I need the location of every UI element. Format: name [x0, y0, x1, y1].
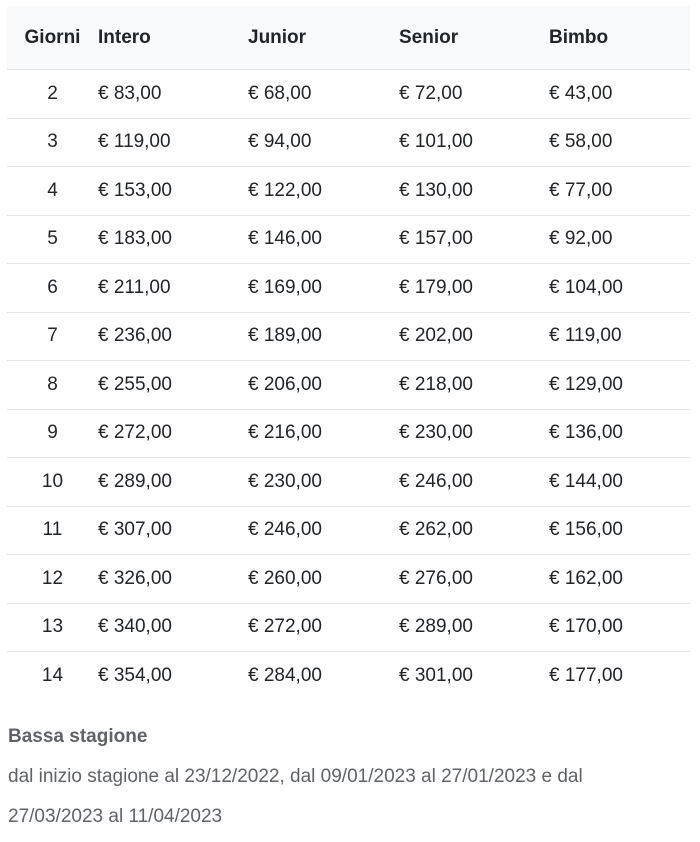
days-cell: 12 [7, 555, 98, 604]
senior-price-cell: € 289,00 [399, 603, 549, 652]
days-cell: 8 [7, 361, 98, 410]
senior-price-cell: € 130,00 [399, 167, 549, 216]
header-junior: Junior [248, 6, 399, 70]
senior-price-cell: € 179,00 [399, 264, 549, 313]
price-table [7, 6, 690, 700]
junior-price-cell: € 284,00 [248, 664, 322, 686]
intero-price-cell: € 236,00 [98, 312, 248, 361]
junior-price-cell: € 206,00 [248, 361, 399, 410]
intero-price-cell: € 272,00 [98, 409, 248, 458]
bimbo-price-cell: € 58,00 [549, 118, 690, 167]
senior-price-cell: € 202,00 [399, 312, 549, 361]
intero-price-cell: € 307,00 [98, 506, 248, 555]
junior-price-cell: € 189,00 [248, 312, 399, 361]
table-row [7, 167, 690, 216]
intero-price-cell: € 183,00 [98, 215, 248, 264]
senior-price-cell: € 218,00 [399, 361, 549, 410]
days-cell: 7 [7, 312, 98, 361]
table-row [7, 264, 690, 313]
intero-price-cell: € 289,00 [98, 458, 248, 507]
season-title: Bassa stagione [8, 726, 148, 747]
table-row [7, 312, 690, 361]
table-row [7, 215, 690, 264]
header-senior: Senior [399, 6, 549, 70]
junior-price-cell: € 216,00 [248, 409, 399, 458]
bimbo-price-cell: € 129,00 [549, 361, 690, 410]
senior-price-cell: € 72,00 [399, 70, 549, 119]
intero-price-cell: € 340,00 [98, 603, 248, 652]
junior-price-cell: € 94,00 [248, 118, 399, 167]
table-row [7, 652, 690, 700]
bimbo-price-cell: € 170,00 [549, 603, 690, 652]
intero-price-cell: € 354,00 [98, 664, 172, 686]
table-row [7, 409, 690, 458]
table-row [7, 555, 690, 604]
days-cell: 3 [7, 118, 98, 167]
senior-price-cell: € 276,00 [399, 555, 549, 604]
days-cell: 10 [7, 458, 98, 507]
junior-price-cell: € 230,00 [248, 458, 399, 507]
table-row [7, 458, 690, 507]
days-cell: 9 [7, 409, 98, 458]
bimbo-price-cell: € 136,00 [549, 409, 690, 458]
senior-price-cell: € 101,00 [399, 118, 549, 167]
junior-price-cell: € 68,00 [248, 70, 399, 119]
junior-price-cell: € 272,00 [248, 603, 399, 652]
season-description: dal inizio stagione al 23/12/2022, dal 09/01/2023 al 27/01/2023 e dal 27/03/2023 al 11/04/2023 [8, 766, 583, 827]
bimbo-price-cell: € 92,00 [549, 215, 690, 264]
days-cell: 6 [7, 264, 98, 313]
bimbo-price-cell: € 119,00 [549, 312, 690, 361]
senior-price-cell: € 246,00 [399, 458, 549, 507]
intero-price-cell: € 119,00 [98, 118, 248, 167]
intero-price-cell: € 211,00 [98, 264, 248, 313]
junior-price-cell: € 122,00 [248, 167, 399, 216]
senior-price-cell: € 157,00 [399, 215, 549, 264]
table-row [7, 603, 690, 652]
bimbo-price-cell: € 156,00 [549, 506, 690, 555]
senior-price-cell: € 230,00 [399, 409, 549, 458]
intero-price-cell: € 83,00 [98, 70, 248, 119]
table-row [7, 506, 690, 555]
bimbo-price-cell: € 144,00 [549, 458, 690, 507]
senior-price-cell: € 301,00 [399, 664, 473, 686]
days-cell: 2 [7, 70, 98, 119]
bimbo-price-cell: € 162,00 [549, 555, 690, 604]
senior-price-cell: € 262,00 [399, 506, 549, 555]
table-row [7, 361, 690, 410]
days-cell: 4 [7, 167, 98, 216]
junior-price-cell: € 169,00 [248, 264, 399, 313]
junior-price-cell: € 246,00 [248, 506, 399, 555]
junior-price-cell: € 146,00 [248, 215, 399, 264]
header-row [7, 6, 690, 70]
table-row [7, 70, 690, 119]
bimbo-price-cell: € 177,00 [549, 664, 623, 686]
header-bimbo: Bimbo [549, 6, 690, 70]
junior-price-cell: € 260,00 [248, 555, 399, 604]
bimbo-price-cell: € 104,00 [549, 264, 690, 313]
bimbo-price-cell: € 43,00 [549, 70, 690, 119]
table-row [7, 118, 690, 167]
header-intero: Intero [98, 6, 248, 70]
days-cell: 11 [7, 506, 98, 555]
days-cell: 13 [7, 603, 98, 652]
header-giorni: Giorni [7, 6, 98, 70]
table-body [7, 70, 690, 700]
intero-price-cell: € 255,00 [98, 361, 248, 410]
days-cell: 5 [7, 215, 98, 264]
table-header [7, 6, 690, 70]
bimbo-price-cell: € 77,00 [549, 167, 690, 216]
intero-price-cell: € 153,00 [98, 167, 248, 216]
days-cell: 14 [41, 664, 64, 686]
intero-price-cell: € 326,00 [98, 555, 248, 604]
